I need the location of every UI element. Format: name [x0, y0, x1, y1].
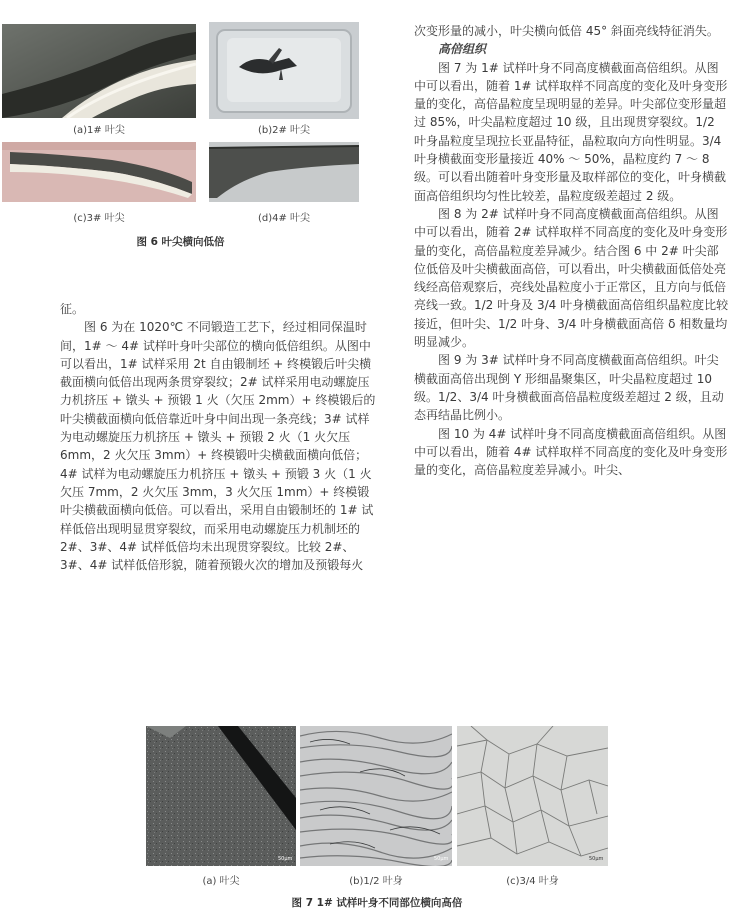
- fig6-caption-d: (d)4# 叶尖: [257, 213, 311, 224]
- scale-bar-c: 50μm: [589, 856, 604, 862]
- fig6-caption-a: (a)1# 叶尖: [73, 125, 125, 136]
- fig7-caption-a: (a) 叶尖: [202, 876, 240, 887]
- section-heading: 高倍组织: [438, 42, 487, 57]
- fig7-micrograph-b: [300, 726, 452, 866]
- right-paragraph-0: 次变形量的减小，叶尖横向低倍 45° 斜面亮线特征消失。: [414, 24, 719, 38]
- fig6-caption-b: (b)2# 叶尖: [257, 125, 311, 136]
- right-paragraph-3: 图 9 为 3# 试样叶身不同高度横截面高倍组织。叶尖横截面高倍出现倒 Y 形细晶聚集区，叶尖晶粒度超过 10 级。1/2、3/4 叶身横截面高倍晶粒度级差超过 2 级，且动态再结晶比例小。: [414, 353, 724, 423]
- fig7-caption-c: (c)3/4 叶身: [506, 876, 559, 887]
- fig6-photo-d: [209, 142, 359, 202]
- right-paragraph-4: 图 10 为 4# 试样叶身不同高度横截面高倍组织。从图中可以看出，随着 4# 试样取样不同高度的变化及叶身变形量的变化，高倍晶粒度差异减小。叶尖、: [414, 426, 728, 478]
- left-paragraph-1: 图 6 为在 1020℃ 不同锻造工艺下，经过相同保温时间，1# ～ 4# 试样叶身叶尖部位的横向低倍组织。从图中可以看出，1# 试样采用 2t 自由锻制坯 + 终模锻后叶尖横截面横向低倍出现两条贯穿裂纹；2# 试样采用电动螺旋压力机挤压 + 镦头 + 预锻 1 火（欠压 2mm）+ 终模锻后的叶尖横截面横向低倍靠近叶身中间出现一条亮线；3# 试样为电动螺旋压力机挤压 + 镦头 + 预锻 2 火（1 火欠压 6mm，2 火欠压 3mm）+ 终模锻叶尖横截面横向低倍；4# 试样为电动螺旋压力机挤压 + 镦头 + 预锻 3 火（1 火欠压 7mm，2 火欠压 3mm，3 火欠压 1mm）+ 终模锻叶尖横截面横向低倍。可以看出，采用自由锻制坯的 1# 试样低倍出现明显贯穿裂纹，而采用电动螺旋压力机制坯的 2#、3#、4# 试样低倍均未出现贯穿裂纹。比较 2#、3#、4# 试样低倍形貌，随着预锻火次的增加及预锻每火: [60, 320, 376, 573]
- fig7-micrograph-a: [146, 726, 296, 866]
- left-column: [60, 300, 376, 574]
- scale-bar-a: 50μm: [278, 856, 293, 862]
- fig6-photo-a: [2, 24, 196, 118]
- fig6-caption-c: (c)3# 叶尖: [73, 213, 125, 224]
- right-paragraph-1: 图 7 为 1# 试样叶身不同高度横截面高倍组织。从图中可以看出，随着 1# 试样取样不同高度的变化及叶身变形量的变化，高倍晶粒度呈现明显的差异。叶尖部位变形量超过 85%，叶尖晶粒度超过 10 级，且出现贯穿裂纹。1/2 叶身晶粒度呈现拉长亚晶特征，晶粒取向方向性明显。3/4 叶身横截面变形量接近 40% ～ 50%，晶粒度约 7 ～ 8 级。可以看出随着叶身变形量及取样部位的变化，叶身横截面高倍组织均匀性比较差，晶粒度级差超过 2 级。: [414, 60, 728, 203]
- left-paragraph-0: 征。: [60, 302, 85, 316]
- right-column: [414, 22, 730, 479]
- fig7-micrograph-c: [457, 726, 608, 866]
- fig6-photo-c: [2, 142, 196, 202]
- scale-bar-b: 50μm: [434, 856, 449, 862]
- right-paragraph-2: 图 8 为 2# 试样叶身不同高度横截面高倍组织。从图中可以看出，随着 2# 试样取样不同高度的变化及叶身变形量的变化，高倍晶粒度差异减少。结合图 6 中 2# 叶尖部位低倍及叶尖横截面高倍，可以看出，叶尖横截面低倍处亮线经高倍观察后，亮线处晶粒度小于正常区，且方向与低倍亮线一致。1/2 叶身及 3/4 叶身横截面高倍组织晶粒度比较接近，但叶尖、1/2 叶身、3/4 叶身横截面高倍 δ 相数量均明显减少。: [414, 206, 729, 350]
- fig6-title: 图 6 叶尖横向低倍: [136, 236, 225, 248]
- fig7-title: 图 7 1# 试样叶身不同部位横向高倍: [291, 897, 463, 909]
- fig6-photo-b: [209, 22, 359, 119]
- fig7-caption-b: (b)1/2 叶身: [349, 876, 403, 887]
